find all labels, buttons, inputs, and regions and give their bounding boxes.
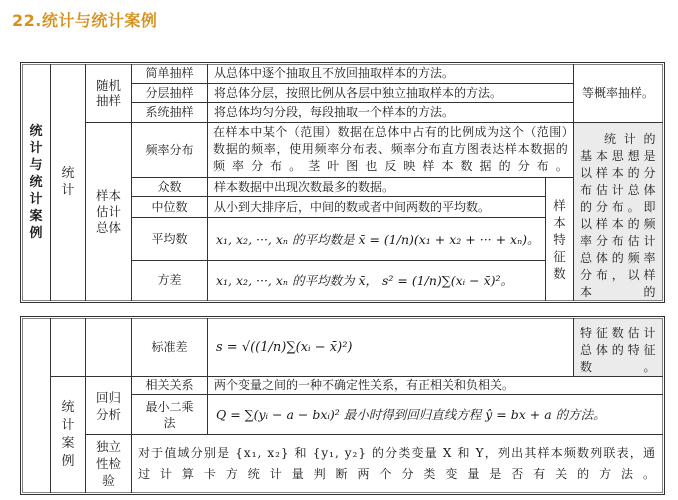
- desc-frequency-distribution: 在样本中某个（范围）数据在总体中占有的比例成为这个（范围）数据的频率，使用频率分布表、频率分布直方图表达样本数据的频率分布。茎叶图也反映样本数据的分布。: [213, 125, 568, 173]
- label-median: 中位数: [151, 199, 188, 214]
- note-equal-probability: 等概率抽样。: [582, 85, 655, 100]
- label-systematic-sampling: 系统抽样: [145, 105, 194, 119]
- desc-correlation: 两个变量之间的一种不确定性关系，有正相关和负相关。: [214, 378, 515, 392]
- desc-systematic-sampling: 将总体均匀分段，每段抽取一个样本的方法。: [214, 105, 455, 119]
- formula-mean: x₁, x₂, ···, xₙ 的平均数是 x̄ = (1/n)(x₁ + x₂ + ··· + xₙ)。: [216, 231, 540, 247]
- page-title: 22.统计与统计案例: [12, 11, 158, 30]
- desc-simple-sampling: 从总体中逐个抽取且不放回抽取样本的方法。: [214, 66, 455, 80]
- desc-independence-test: 对于值域分别是 {x₁, x₂} 和 {y₁, y₂} 的分类变量 X 和 Y，列出其样本频数列联表，通过计算卡方统计量判断两个分类变量是否有关的方法。: [138, 445, 656, 481]
- desc-median: 从小到大排序后，中间的数或者中间两数的平均数。: [214, 199, 491, 214]
- group-sample-estimate: 样本估计总体: [95, 187, 121, 235]
- desc-stratified-sampling: 将总体分层，按照比例从各层中独立抽取样本的方法。: [214, 85, 503, 100]
- formula-variance: x₁, x₂, ···, xₙ 的平均数为 x̄， s² = (1/n)∑(xᵢ − x̄)²。: [216, 273, 514, 288]
- group-random-sampling: 随机抽样: [95, 78, 121, 108]
- label-mode: 众数: [157, 179, 182, 194]
- label-frequency-distribution: 频率分布: [145, 142, 194, 157]
- group-sample-features: 样本特征数: [553, 197, 566, 281]
- category-stat-and-case: 统计与统计案例: [29, 123, 43, 241]
- group-independence-test: 独立性检验: [95, 439, 121, 488]
- category-statistical-cases: 统计案例: [61, 399, 75, 469]
- label-variance: 方差: [157, 273, 182, 287]
- desc-mode: 样本数据中出现次数最多的数据。: [214, 179, 395, 194]
- label-simple-sampling: 简单抽样: [145, 66, 194, 80]
- formula-standard-deviation: s = √((1/n)∑(xᵢ − x̄)²): [216, 340, 353, 355]
- note-feature-estimate: 特征数估计总体的特征数。: [574, 319, 662, 376]
- label-standard-deviation: 标准差: [151, 340, 188, 354]
- formula-least-squares: Q = ∑(yᵢ − a − bxᵢ)² 最小时得到回归直线方程 ŷ = bx + a 的方法。: [216, 407, 606, 422]
- category-statistics: 统计: [61, 166, 75, 198]
- note-statistics-idea: 统计的基本思想是以样本的分布估计总体的分布。即以样本的频率分布估计总体的频率分布，以样本的: [574, 123, 662, 300]
- group-regression-analysis: 回归分析: [95, 389, 121, 422]
- label-stratified-sampling: 分层抽样: [145, 85, 194, 100]
- label-least-squares: 最小二乘法: [145, 399, 194, 430]
- label-correlation: 相关关系: [145, 378, 194, 392]
- label-mean: 平均数: [151, 231, 188, 246]
